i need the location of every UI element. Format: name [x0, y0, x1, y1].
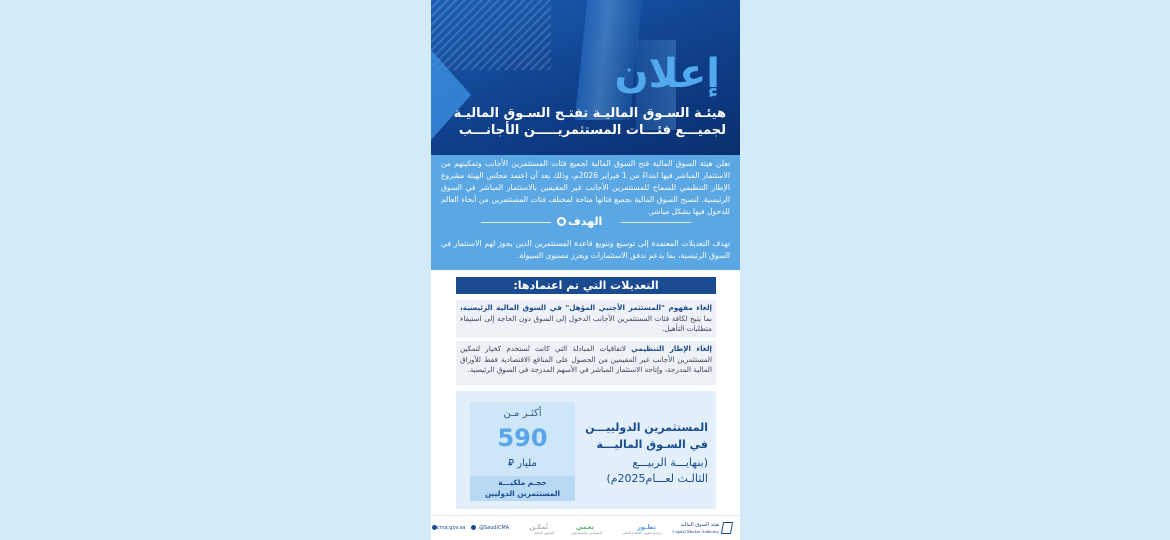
program-tahmi-sub: المستثمر والمتعاملين — [571, 531, 602, 535]
cma-name-english: Capital Market Authority — [672, 529, 719, 534]
target-icon — [557, 217, 566, 226]
program-tumakkin: تُمكـن — [529, 523, 548, 531]
divider-line-right — [621, 222, 691, 223]
program-tumakkin-sub: السوق المالية — [534, 531, 554, 535]
amendment-item-2 — [456, 341, 716, 385]
stats-panel — [456, 391, 716, 509]
stats-side-line3: (بنهايـــة الربيـــع — [632, 456, 708, 469]
program-tatawor: تطـور — [637, 523, 656, 531]
hero-banner — [431, 0, 740, 155]
billion-riyal-unit: مليار ⃁ — [508, 458, 537, 469]
ownership-stat-card — [470, 402, 575, 501]
cma-name-arabic: هيئة السوق المالية — [680, 522, 719, 528]
goal-title: الهدف — [568, 215, 603, 228]
cma-logo-icon — [721, 522, 733, 534]
stat-label-line2: المستثمرين الدوليين — [485, 488, 560, 498]
footer-bar — [431, 515, 740, 540]
social-handle[interactable]: @SaudiCMA — [479, 525, 510, 531]
amendment-2-bold: إلغاء الإطار التنظيمي — [631, 344, 712, 353]
amendments-heading: التعديلات التي تم اعتمادها: — [456, 277, 716, 294]
social-icon — [471, 525, 476, 530]
intro-section — [431, 155, 740, 270]
goal-divider — [431, 213, 740, 231]
stats-side-line2: في السـوق الماليـــة — [596, 438, 708, 451]
stat-label — [470, 478, 575, 499]
goal-paragraph: تهدف التعديلات المعتمدة إلى توسيع وتنويع قاعدة المستثمرين الذين يجوز لهم الاستثمار في السوق الرئيسية، بما يدعم تدفق الاستثمارات ويعزز مستوى السيولة. — [441, 239, 730, 260]
amendment-item-1 — [456, 300, 716, 338]
stat-label-line1: حجـم ملكيـــة — [498, 478, 547, 487]
program-tatawor-sub: برنامج تطوير القطاع المالي — [622, 531, 662, 535]
divider-line-left — [481, 222, 551, 223]
more-than-label: أكثـر مـن — [503, 408, 542, 419]
amendment-1-text: بما يتيح لكافة فئات المستثمرين الأجانب الدخول إلى السوق دون الحاجة إلى استيفاء متطلبات التأهيل. — [460, 313, 712, 333]
hero-headline-line2: لجميـــع فئـــات المستثمريـــــن الأجانـــب — [458, 123, 726, 138]
ownership-value: 590 — [497, 424, 548, 452]
stats-side-line1: المستثمرين الدولييـــن — [585, 421, 708, 434]
announcement-poster — [431, 0, 740, 540]
stats-side-line4: الثالـث لعـــام2025م) — [606, 472, 708, 485]
program-tahmi: تحمي — [575, 523, 594, 531]
intro-paragraph: تعلن هيئة السوق المالية فتح السوق المالية لجميع فئات المستثمرين الأجانب وتمكينهم من الاستثمار المباشر فيها ابتداءً من 1 فبراير 2026م، وذلك بعد أن اعتمد مجلس الهيئة مشروع الإطار التنظيمي للسماح للمستثمرين الأجانب غير المقيمين بالاستثمار المباشر في السوق الرئيسية. لتصبح السوق المالية بجميع فئاتها متاحة لمختلف فئات المستثمرين من أنحاء العالم للدخول فيها بشكل مباشر. — [441, 159, 730, 216]
website-link[interactable]: cma.gov.sa — [437, 525, 466, 531]
amendment-2-text: لاتفاقيات المبادلة التي كانت تُستخدم كخيار لتمكين المستثمرين الأجانب غير المقيمين من الحصول على المنافع الاقتصادية فقط للأوراق المالية المدرجة، وإتاحة الاستثمار المباشر في الأسهم المدرجة في السوق الرئيسية. — [460, 344, 712, 374]
announcement-title: إعلان — [614, 51, 720, 97]
hero-headline-line1: هيئـة السـوق الماليـة تفتـح السـوق الماليـة — [453, 106, 726, 121]
amendment-1-bold: إلغاء مفهوم "المستثمر الأجنبي المؤهل" في السوق المالية الرئيسية، — [460, 303, 712, 312]
